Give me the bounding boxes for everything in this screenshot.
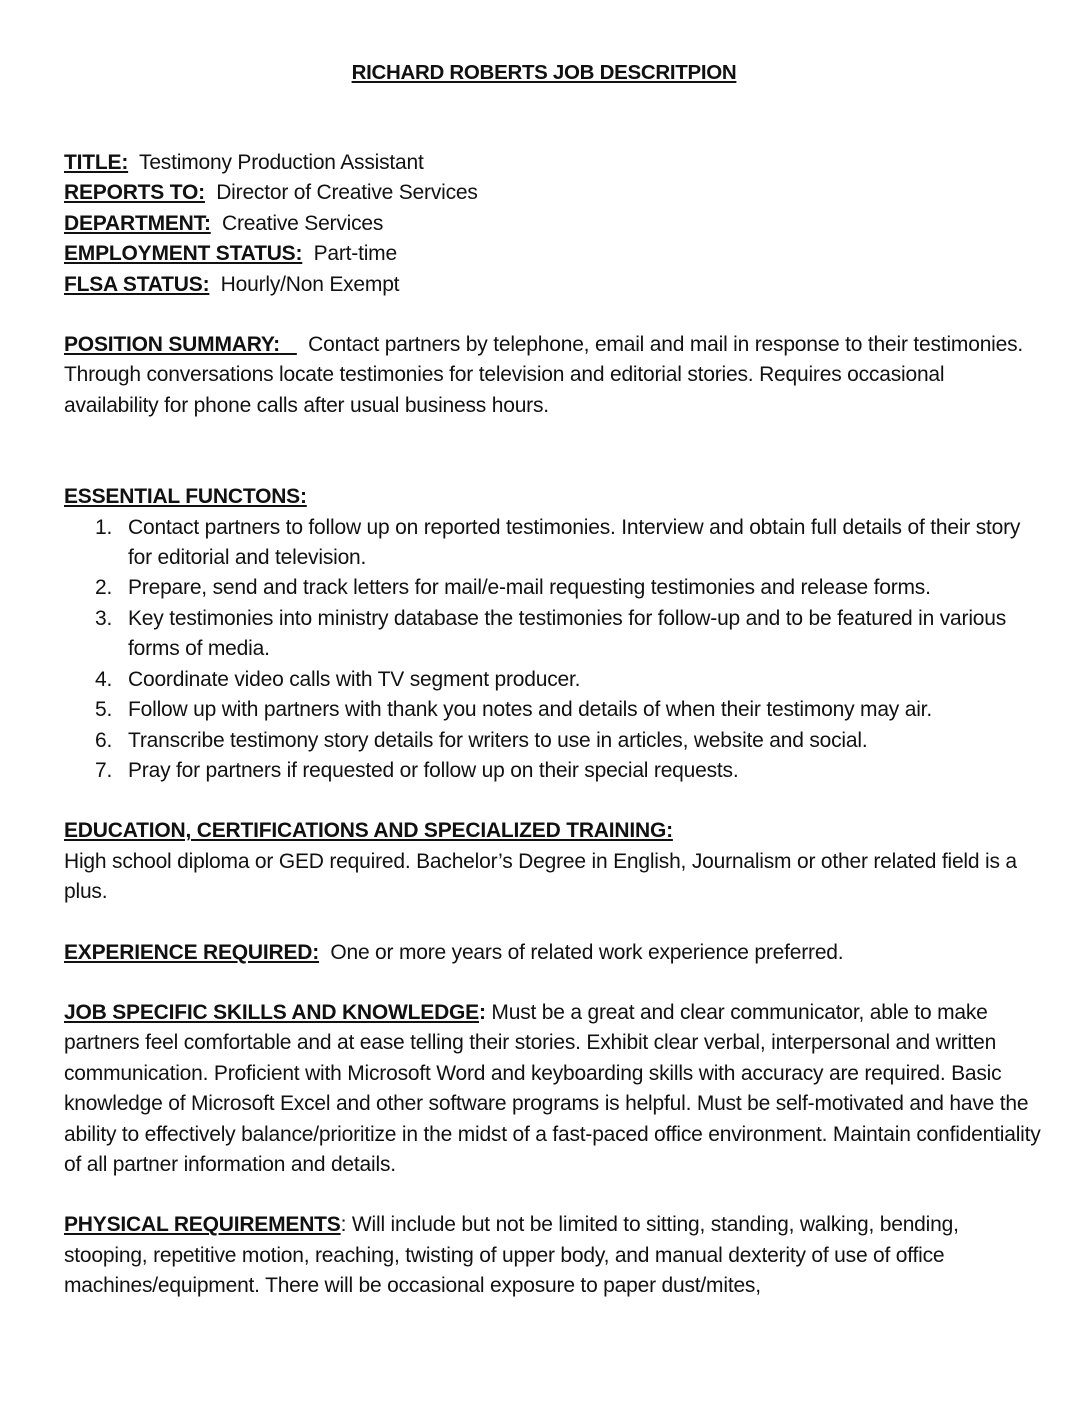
list-text: Prepare, send and track letters for mail/e-mail requesting testimonies and release forms. [128,576,931,600]
section-heading [64,333,297,356]
list-text: Key testimonies into ministry database the testimonies for follow-up and to be featured in various forms of media. [128,606,1007,661]
physical-paragraph [64,1210,1044,1301]
field-label: FLSA STATUS: [64,272,210,296]
physical-section [64,1210,1044,1301]
section-heading: JOB SPECIFIC SKILLS AND KNOWLEDGE [64,1000,479,1024]
education-heading [64,816,1044,846]
section-heading-text: POSITION SUMMARY: [64,333,280,357]
list-item [64,695,1044,725]
section-text: One or more years of related work experience preferred. [330,940,844,964]
list-text: Follow up with partners with thank you notes and details of when their testimony may air. [128,698,932,722]
list-text: Pray for partners if requested or follow up on their special requests. [128,758,739,782]
field-value: Creative Services [222,211,384,235]
field-label: TITLE: [64,151,129,174]
field-value: Testimony Production Assistant [139,151,424,174]
section-heading: EXPERIENCE REQUIRED: [64,940,320,964]
list-text: Transcribe testimony story details for writers to use in articles, website and social. [128,728,868,752]
field-value: Hourly/Non Exempt [220,272,400,296]
essential-functions-heading [64,482,1044,512]
list-number: 1. [95,515,113,539]
education-section [64,816,1044,907]
list-number: 7. [95,758,113,782]
list-number: 3. [95,606,113,630]
field-label: DEPARTMENT: [64,211,211,235]
section-text: Will include but not be limited to sitting, standing, walking, bending, stooping, repetitive motion, reaching, twisting of upper body, and manual dexterity of use of office machines/equipment. There will be occasional exposure to paper dust/mites, [64,1213,959,1298]
field-title [64,148,1044,178]
experience-paragraph [64,938,1044,968]
heading-colon: : [478,1000,486,1024]
section-text: Contact partners by telephone, email and mail in response to their testimonies. Through conversations locate testimonies for television and editorial stories. Requires occasional availability for phone calls after usual business hours. [64,333,1024,417]
document-title: RICHARD ROBERTS JOB DESCRITPION [351,61,737,84]
skills-paragraph [64,998,1044,1180]
field-employment-status [64,239,1044,269]
section-heading: EDUCATION, CERTIFICATIONS AND SPECIALIZED TRAINING: [64,819,673,843]
list-number: 4. [95,667,113,691]
list-number: 5. [95,698,113,722]
skills-section [64,998,1044,1180]
list-item [64,573,1044,603]
list-item [64,726,1044,756]
section-text: Must be a great and clear communicator, able to make partners feel comfortable and at ease telling their stories. Exhibit clear verbal, interpersonal and written communication. Proficient with Microsoft Word and keyboarding skills with accuracy are required. Basic knowledge of Microsoft Excel and other software programs is helpful. Must be self-motivated and have the ability to effectively balance/prioritize in the midst of a fast-paced office environment. Maintain confidentiality of all partner information and details. [64,1000,1041,1176]
field-value: Director of Creative Services [216,181,478,205]
position-summary-section [64,330,1044,421]
field-value: Part-time [313,242,397,266]
field-label: EMPLOYMENT STATUS: [64,242,303,266]
education-text: High school diploma or GED required. Bachelor’s Degree in English, Journalism or other related field is a plus. [64,849,1017,904]
experience-section [64,938,1044,968]
list-item [64,604,1044,665]
essential-functions-list [64,513,1044,787]
section-heading: ESSENTIAL FUNCTONS: [64,485,307,509]
field-reports-to [64,178,1044,208]
list-number: 2. [95,576,113,600]
list-item [64,665,1044,695]
list-item [64,756,1044,786]
list-item [64,513,1044,574]
essential-functions-section [64,482,1044,786]
field-label: REPORTS TO: [64,181,205,205]
position-summary-paragraph [64,330,1044,421]
document-body [64,148,1044,1302]
field-department [64,209,1044,239]
list-text: Coordinate video calls with TV segment producer. [128,667,581,691]
section-heading: PHYSICAL REQUIREMENTS [64,1213,341,1237]
list-text: Contact partners to follow up on reported testimonies. Interview and obtain full details of their story for editorial and television. [128,515,1021,570]
heading-colon: : [340,1213,347,1237]
field-flsa-status [64,270,1044,300]
list-number: 6. [95,728,113,752]
header-fields [64,148,1044,300]
